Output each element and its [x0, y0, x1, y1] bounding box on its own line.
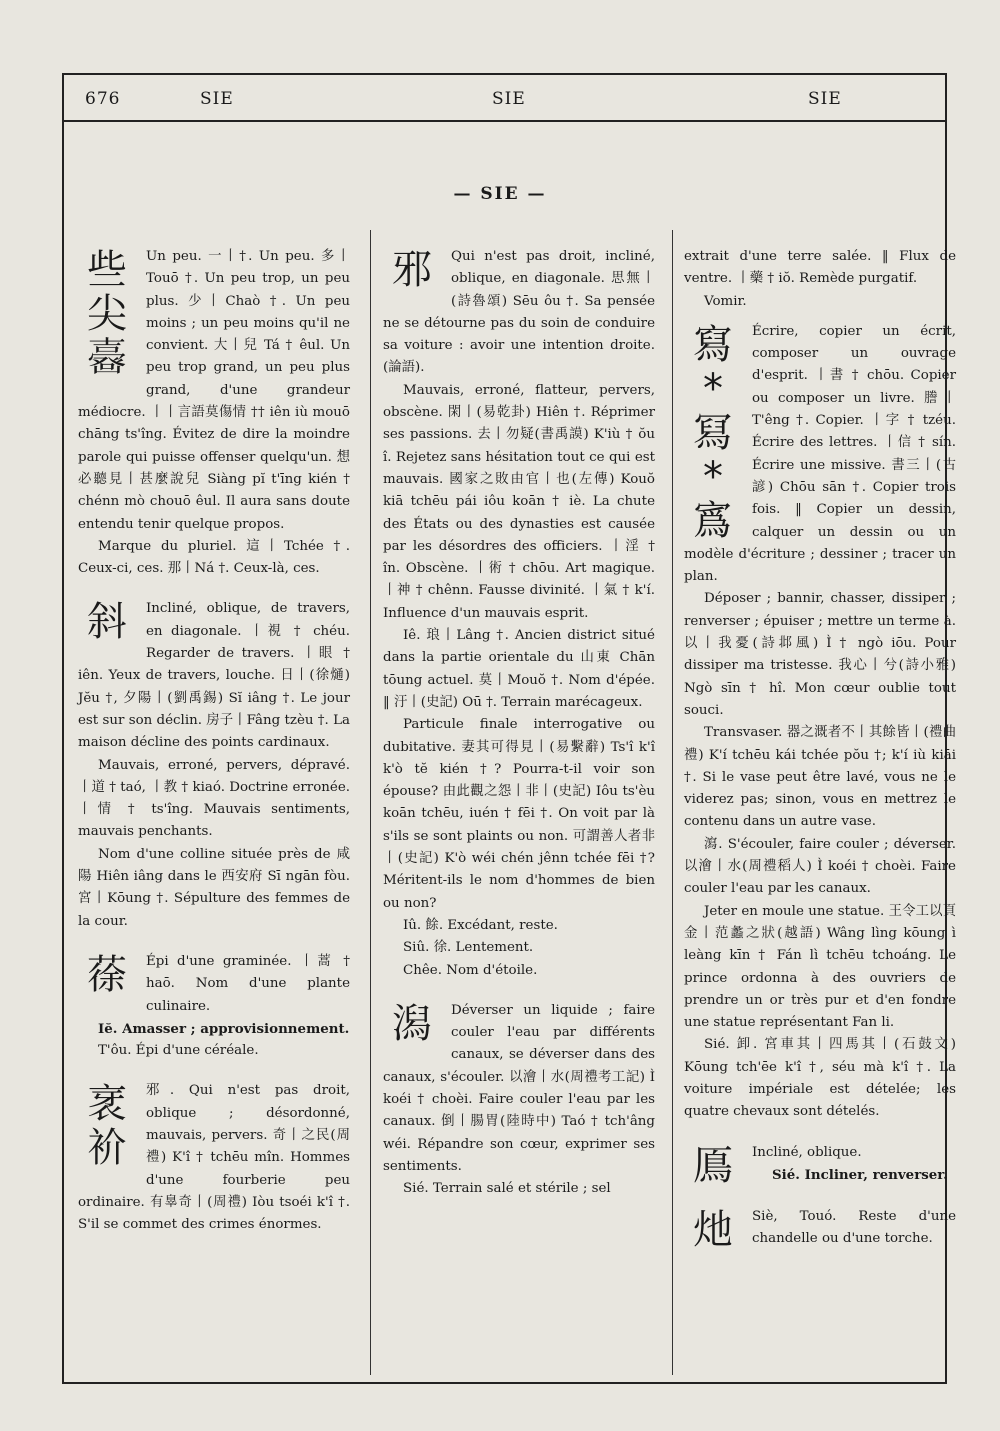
definition: Iû. 餘. Excédant, reste. [403, 917, 558, 933]
entry-continuation [684, 246, 956, 313]
headword [78, 248, 136, 380]
definition: Sié. Incliner, renverser. [772, 1166, 948, 1183]
headword-char: 些 [87, 247, 127, 293]
running-head-center: SIE [492, 89, 526, 109]
definition: Incliné, oblique. [752, 1144, 862, 1160]
definition: Particule finale interrogative ou dubitative. 妻其可得見丨(易繫辭) Ts'î k'î k'ò tĕ kién †? Pourra-t-il voir son épouse? 由此觀之怨丨非丨(史記) Iôu ts'èu koān tchēu, iuén † fēi †. On voit par là s'ils se sont plaints ou non. 可謂善人者非丨(史記) K'ò wéi chén jênn tchée fēi †? Méritent-ils le nom d'hommes de bien ou non? [383, 717, 655, 911]
definition: extrait d'une terre salée. ‖ Flux de ventre. 丨藥 † iŏ. Remède purgatif. [684, 249, 956, 287]
definition: Écrire, copier un écrit, composer un ouvrage d'esprit. 丨書 † chōu. Copier ou composer un livre. 謄丨T'êng †. Copier. 丨字 † tzéu. Écrire des lettres. 丨信 † sín. Écrire une missive. 書三丨(古諺) Chōu sān †. Copier trois fois. ‖ Copier un dessin, calquer un dessin ou un modèle d'écriture ; dessiner ; tracer un plan. [684, 323, 956, 585]
headword [78, 1082, 136, 1170]
headword-char: 寫 [693, 321, 733, 368]
headword-char: 灺 [693, 1206, 733, 1253]
definition: Transvaser. 器之溉者不丨其餘皆丨(禮曲禮) K'í tchēu kái tchée pŏu †; k'í iù kiāi †. Si le vase peut être lavé, vous ne le viderez pas; sinon, vous en mettrez le contenu dans un autre vase. [684, 725, 956, 830]
definition: Mauvais, erroné, pervers, dépravé. 丨道 † taó, 丨教 † kiaó. Doctrine erronée. 丨情 † ts'îng. Mauvais sentiments, mauvais penchants. [78, 757, 350, 840]
headword [684, 323, 742, 543]
definition: Marque du pluriel. 這丨Tchée †. Ceux-ci, ces. 那丨Ná †. Ceux-là, ces. [78, 538, 350, 577]
definition: Épi d'une graminée. 丨蒿 † haō. Nom d'une plante culinaire. [146, 953, 350, 1014]
definition: Qui n'est pas droit, incliné, oblique, en diagonale. 思無丨(詩魯頌) Sēu ôu †. Sa pensée ne se détourne pas du soin de conduire sa voiture : avoir une intention droite. (論語). [383, 249, 655, 376]
headword [684, 1208, 742, 1252]
column-1 [78, 246, 350, 1254]
entry [383, 1000, 655, 1201]
definition: Siè, Touó. Reste d'une chandelle ou d'une torche. [752, 1208, 956, 1246]
headword-char: 斜 [87, 599, 127, 646]
definition: Nom d'une colline située près de 咸陽 Hiên iâng dans le 西安府 Sī ngān fòu. 宮丨Kōung †. Sépulture des femmes de la cour. [78, 846, 350, 929]
definition: Incliné, oblique, de travers, en diagonale. 丨視 † chéu. Regarder de travers. 丨眼 † iên. Yeux de travers, louche. 日丨(徐熥) Jĕu †, 夕陽丨(劉禹錫) Sĭ iâng †. Le jour est sur son déclin. 房子丨Fâng tzèu †. La maison décline des points cardinaux. [78, 601, 350, 751]
entry [78, 1080, 350, 1236]
definition: Jeter en moule une statue. 王令工以頁金丨范蠡之狀(越語) Wâng lìng kōung ì leàng kīn † Fán lì tchēu tchoáng. Le prince ordonna à des ouvriers de prendre un or très pur et d'en fondre une statue représentant Fan li. [684, 903, 956, 1031]
headword-char: *冩 [693, 365, 733, 456]
section-title: — SIE — [453, 184, 547, 204]
column-3 [684, 246, 956, 1270]
entry [684, 321, 956, 1124]
definition: Iê. 琅丨Lâng †. Ancien district situé dans la partie orientale du 山東 Chān tōung actuel. 莫丨Mouŏ †. Nom d'épée. ‖ 汙丨(史記) Oū †. Terrain marécageux. [383, 628, 655, 710]
definition: Un peu. 一丨†. Un peu. 多丨Touō †. Un peu trop, un peu plus. 少丨Chaò †. Un peu moins ; un peu moins qu'il ne convient. 大丨兒 Tá † êul. Un peu trop grand, un peu plus grand, d'une grandeur médiocre. 丨丨言語莫傷情 †† iên iù mouō chāng ts'îng. Évitez de dire la moindre parole qui puisse offenser quelqu'un. 想必聽見丨甚麼說兒 Siàng pĭ t'īng kién † chénn mò chouō êul. Il aura sans doute entendu tenir quelque propos. [78, 249, 350, 532]
headword [383, 248, 441, 292]
definition: T'ôu. Épi d'une céréale. [98, 1043, 259, 1059]
headword-char: 潟 [392, 1000, 432, 1047]
column-2 [383, 246, 655, 1218]
running-head-right: SIE [808, 89, 842, 109]
headword-char: *寪 [693, 453, 733, 544]
headword-char: 𡕉 [87, 335, 127, 381]
definition: Siû. 徐. Lentement. [403, 940, 534, 956]
entry [78, 598, 350, 932]
entry [684, 1206, 956, 1252]
headword [383, 1002, 441, 1046]
definition: Mauvais, erroné, flatteur, pervers, obscène. 閑丨(易乾卦) Hiên †. Réprimer ses passions. 去丨勿疑(書禹謨) K'iù † ŏu î. Rejetez sans hésitation tout ce qui est mauvais. 國家之敗由官丨也(左傳) Kouŏ kiā tchēu pái iôu koān † iè. La chute des États ou des dynasties est causée par les désordres des officiers. 丨淫 † în. Obscène. 丨術 † chōu. Art magique. 丨神 † chênn. Fausse divinité. 丨氣 † k'í. Influence d'un mauvais esprit. [383, 382, 655, 621]
header-rule [62, 120, 947, 122]
running-head-left: SIE [200, 89, 234, 109]
column-divider [672, 230, 673, 1375]
definition: Sié. 卸. 宮車其丨四馬其丨(石鼓文) Kōung tch'ēe k'î †, séu mà k'î †. La voiture impériale est dételée; les quatre chevaux sont dételés. [684, 1037, 956, 1120]
headword [78, 600, 136, 644]
entry [383, 246, 655, 982]
headword-char: 衸 [87, 1125, 127, 1172]
definition: 邪. Qui n'est pas droit, oblique ; désordonné, mauvais, pervers. 奇丨之民(周禮) K'î † tchēu mîn. Hommes d'une fourberie peu ordinaire. 有辠奇丨(周禮) Iòu tsoéi k'î †. S'il se commet des crimes énormes. [78, 1083, 350, 1233]
definition: 瀉. S'écouler, faire couler ; déverser. 以澮丨水(周禮稻人) Ì koéi † choèi. Faire couler l'eau par les canaux. [684, 836, 956, 897]
entry [684, 1142, 956, 1188]
definition: Sié. Terrain salé et stérile ; sel [403, 1181, 611, 1197]
headword-char: 衺 [87, 1081, 127, 1128]
entry [78, 951, 350, 1062]
definition: Déposer ; bannir, chasser, dissiper ; renverser ; épuiser ; mettre un terme à. 以丨我憂(詩邶風) Ì † ngò iōu. Pour dissiper ma tristesse. 我心丨兮(詩小雅) Ngò sīn † hî. Mon cœur oublie tout souci. [684, 591, 956, 718]
definition: Déverser un liquide ; faire couler l'eau par différents canaux, se déverser dans des canaux, s'écouler. 以澮丨水(周禮考工記) Ì koéi † choèi. Faire couler l'eau par les canaux. 倒丨腸胃(陸時中) Taó † tch'âng wéi. Répandre son cœur, exprimer ses sentiments. [383, 1002, 655, 1174]
entry [78, 246, 350, 580]
page-number: 676 [85, 89, 121, 109]
headword-char: 尖 [87, 291, 127, 337]
headword [684, 1144, 742, 1188]
headword [78, 953, 136, 997]
headword-char: 邪 [392, 247, 432, 293]
headword-char: 蒣 [87, 951, 127, 998]
definition: Chêe. Nom d'étoile. [403, 962, 538, 978]
headword-char: 鳫 [693, 1142, 733, 1189]
definition: Vomir. [704, 293, 747, 309]
definition: Iĕ. Amasser ; approvisionnement. [98, 1020, 350, 1037]
column-divider [370, 230, 371, 1375]
